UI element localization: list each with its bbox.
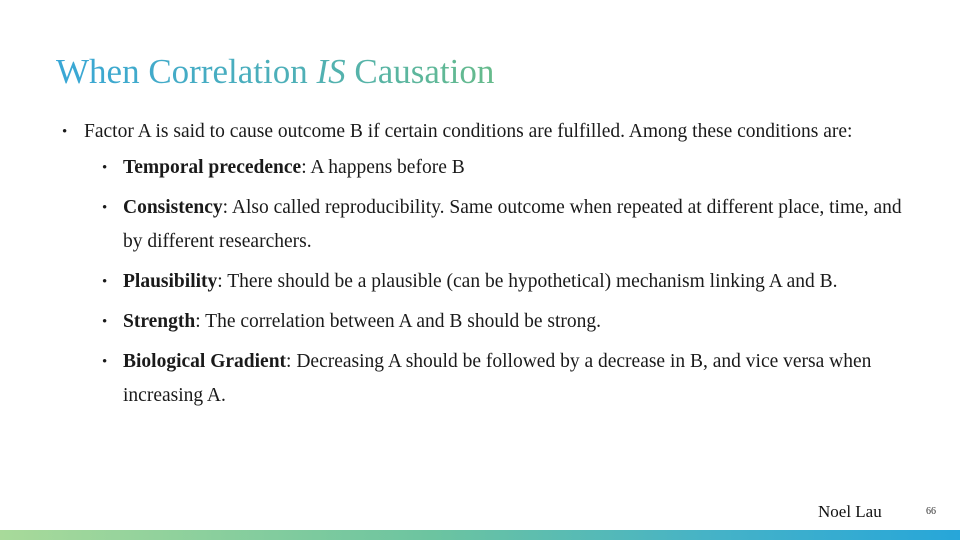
bullet-icon: • [102, 200, 108, 216]
conditions-list [84, 151, 902, 413]
bullet-list [62, 115, 902, 413]
intro-text: Factor A is said to cause outcome B if certain conditions are fulfilled. Among these conditions are: [84, 121, 853, 142]
condition-consistency [102, 191, 902, 259]
condition-term: Biological Gradient [123, 351, 287, 372]
condition-text: : Also called reproducibility. Same outcome when repeated at different place, time, and by different researchers. [123, 197, 902, 252]
footer-author: Noel Lau [818, 502, 882, 521]
condition-term: Temporal precedence [123, 157, 302, 178]
bullet-item-intro [62, 115, 902, 413]
title-before: When Correlation [56, 52, 317, 91]
condition-term: Consistency [123, 197, 223, 218]
condition-text: : Decreasing A should be followed by a decrease in B, and vice versa when increasing A. [123, 351, 872, 406]
condition-temporal-precedence [102, 151, 902, 185]
page-number: 66 [926, 506, 936, 517]
bottom-gradient-bar [0, 530, 960, 540]
title-emphasis: IS [316, 52, 346, 91]
condition-term: Strength [123, 311, 196, 332]
bullet-icon: • [62, 124, 68, 140]
condition-biological-gradient [102, 345, 902, 413]
bullet-icon: • [102, 354, 108, 370]
bullet-icon: • [102, 314, 108, 330]
title-after: Causation [345, 52, 495, 91]
slide-body [62, 115, 902, 419]
condition-term: Plausibility [123, 271, 218, 292]
condition-plausibility [102, 265, 902, 299]
condition-text: : A happens before B [301, 157, 465, 178]
slide-title [56, 48, 551, 96]
bullet-icon: • [102, 274, 108, 290]
condition-strength [102, 305, 902, 339]
bullet-icon: • [102, 160, 108, 176]
condition-text: : There should be a plausible (can be hypothetical) mechanism linking A and B. [217, 271, 838, 292]
condition-text: : The correlation between A and B should be strong. [195, 311, 602, 332]
